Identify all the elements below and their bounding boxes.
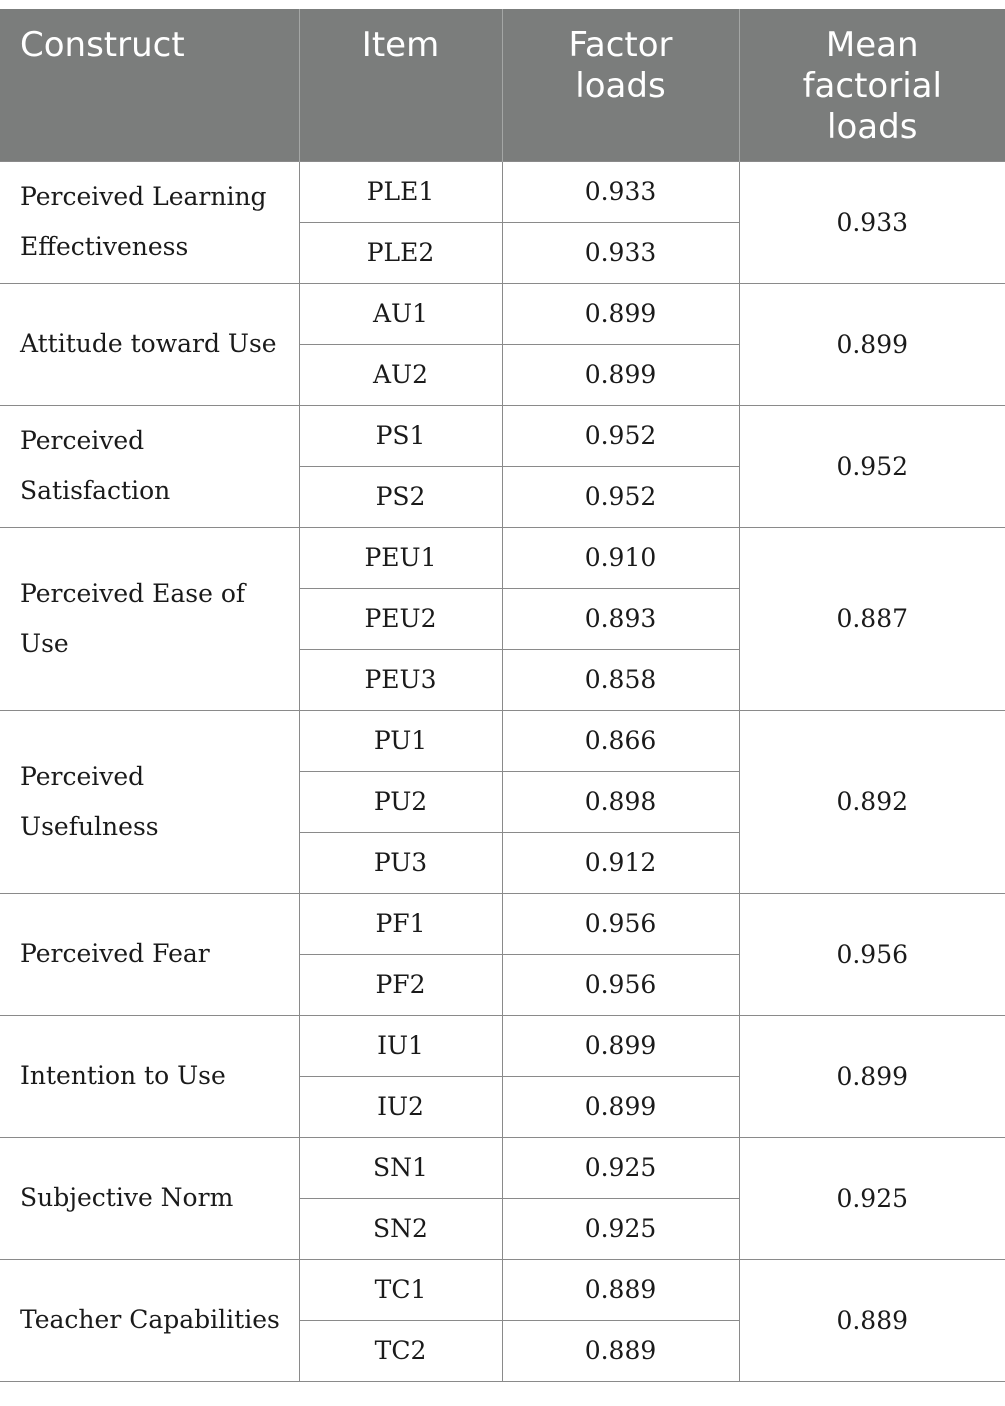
table-header [0,9,1005,161]
factor-load-cell: 0.910 [502,527,739,588]
item-cell: AU2 [299,344,502,405]
mean-factorial-load-cell: 0.899 [739,1015,1005,1137]
header-construct: Construct [0,9,299,161]
item-cell: PF2 [299,954,502,1015]
factor-load-cell: 0.893 [502,588,739,649]
table-row [0,161,1005,222]
factor-load-cell: 0.898 [502,771,739,832]
item-cell: AU1 [299,283,502,344]
factor-loads-table [0,9,1005,1382]
construct-cell: Perceived Satisfaction [0,405,299,527]
item-cell: SN2 [299,1198,502,1259]
construct-cell: Perceived Usefulness [0,710,299,893]
factor-load-cell: 0.899 [502,1015,739,1076]
item-cell: PS1 [299,405,502,466]
factor-load-cell: 0.899 [502,283,739,344]
table-row [0,893,1005,954]
factor-load-cell: 0.925 [502,1137,739,1198]
item-cell: PEU2 [299,588,502,649]
factor-load-cell: 0.933 [502,222,739,283]
item-cell: PEU3 [299,649,502,710]
mean-factorial-load-cell: 0.956 [739,893,1005,1015]
mean-factorial-load-cell: 0.899 [739,283,1005,405]
table-row [0,1137,1005,1198]
item-cell: TC1 [299,1259,502,1320]
factor-load-cell: 0.933 [502,161,739,222]
item-cell: PS2 [299,466,502,527]
table-row [0,527,1005,588]
factor-load-cell: 0.889 [502,1259,739,1320]
item-cell: PF1 [299,893,502,954]
item-cell: TC2 [299,1320,502,1381]
construct-cell: Perceived Learning Effectiveness [0,161,299,283]
header-factor-loads: Factor loads [502,9,739,161]
item-cell: PU3 [299,832,502,893]
factor-load-cell: 0.899 [502,344,739,405]
construct-cell: Attitude toward Use [0,283,299,405]
header-row [0,9,1005,161]
factor-load-cell: 0.952 [502,405,739,466]
table-row [0,283,1005,344]
table-row [0,710,1005,771]
factor-load-cell: 0.866 [502,710,739,771]
mean-factorial-load-cell: 0.887 [739,527,1005,710]
mean-factorial-load-cell: 0.952 [739,405,1005,527]
factor-load-cell: 0.925 [502,1198,739,1259]
table-row [0,1015,1005,1076]
item-cell: IU1 [299,1015,502,1076]
mean-factorial-load-cell: 0.925 [739,1137,1005,1259]
item-cell: PLE2 [299,222,502,283]
factor-load-cell: 0.912 [502,832,739,893]
item-cell: PLE1 [299,161,502,222]
table-row [0,405,1005,466]
header-mean-factorial-loads: Mean factorial loads [739,9,1005,161]
factor-load-cell: 0.899 [502,1076,739,1137]
factor-load-cell: 0.858 [502,649,739,710]
item-cell: PEU1 [299,527,502,588]
construct-cell: Perceived Ease of Use [0,527,299,710]
mean-factorial-load-cell: 0.889 [739,1259,1005,1381]
item-cell: IU2 [299,1076,502,1137]
factor-load-cell: 0.956 [502,893,739,954]
factor-load-cell: 0.889 [502,1320,739,1381]
construct-cell: Teacher Capabilities [0,1259,299,1381]
header-item: Item [299,9,502,161]
construct-cell: Subjective Norm [0,1137,299,1259]
table-row [0,1259,1005,1320]
factor-load-cell: 0.952 [502,466,739,527]
table-body [0,161,1005,1381]
construct-cell: Perceived Fear [0,893,299,1015]
mean-factorial-load-cell: 0.892 [739,710,1005,893]
item-cell: SN1 [299,1137,502,1198]
item-cell: PU1 [299,710,502,771]
mean-factorial-load-cell: 0.933 [739,161,1005,283]
item-cell: PU2 [299,771,502,832]
construct-cell: Intention to Use [0,1015,299,1137]
factor-load-cell: 0.956 [502,954,739,1015]
